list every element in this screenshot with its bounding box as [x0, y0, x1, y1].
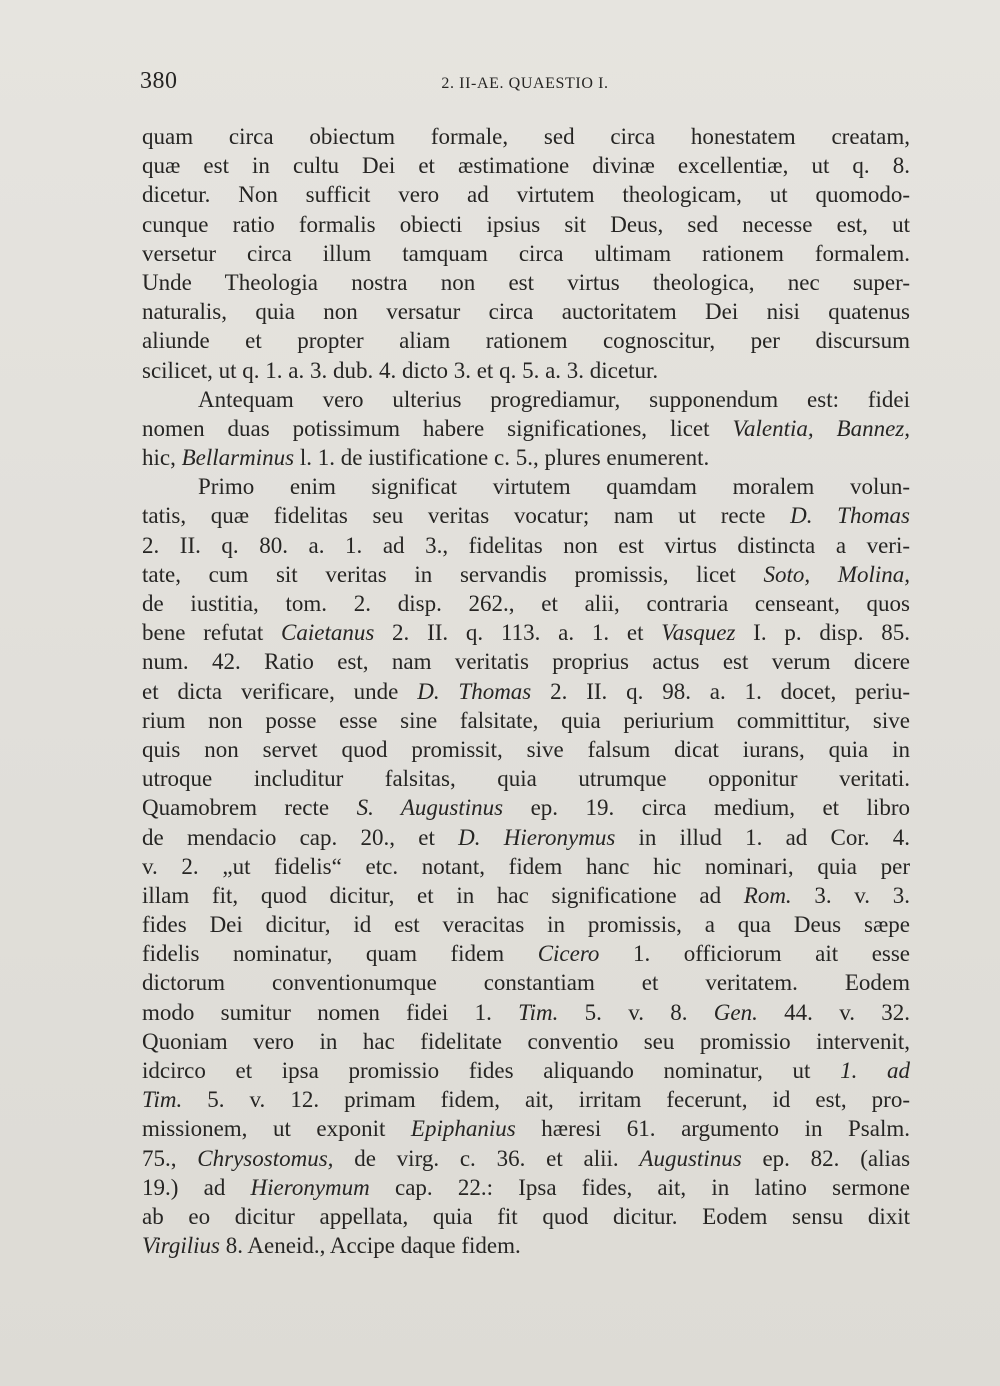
- text-line: Primo enim significat virtutem quamdam moralem volun-: [198, 474, 910, 500]
- text-line: Antequam vero ulterius progrediamur, supponendum est: fidei: [198, 386, 910, 412]
- text-line: v. 2. „ut fidelis“ etc. notant, fidem hanc hic nominari, quia per: [142, 853, 910, 879]
- text-line: Unde Theologia nostra non est virtus theologica, nec super-: [142, 269, 910, 295]
- text-line: cunque ratio formalis obiecti ipsius sit Deus, sed necesse est, ut: [142, 211, 910, 237]
- text-line: Quoniam vero in hac fidelitate conventio seu promissio intervenit,: [142, 1028, 910, 1054]
- text-line: dictorum conventionumque constantiam et veritatem. Eodem: [142, 970, 910, 996]
- page-number: 380: [140, 68, 178, 94]
- text-line: versetur circa illum tamquam circa ultimam rationem formalem.: [142, 240, 910, 266]
- text-line: modo sumitur nomen fidei 1. Tim. 5. v. 8. Gen. 44. v. 32.: [142, 999, 910, 1025]
- text-line: tate, cum sit veritas in servandis promissis, licet Soto, Molina,: [142, 561, 910, 587]
- text-line: aliunde et propter aliam rationem cognoscitur, per discursum: [142, 328, 910, 354]
- text-line: idcirco et ipsa promissio fides aliquando nominatur, ut 1. ad: [142, 1058, 910, 1083]
- text-line: bene refutat Caietanus 2. II. q. 113. a. 1. et Vasquez I. p. disp. 85.: [142, 620, 910, 646]
- text-line: quam circa obiectum formale, sed circa honestatem creatam,: [142, 124, 910, 149]
- text-line: de iustitia, tom. 2. disp. 262., et alii, contraria censeant, quos: [142, 591, 910, 616]
- text-line: de mendacio cap. 20., et D. Hieronymus in illud 1. ad Cor. 4.: [142, 824, 910, 850]
- text-line: quæ est in cultu Dei et æstimatione divinæ excellentiæ, ut q. 8.: [142, 153, 910, 179]
- text-line: 19.) ad Hieronymum cap. 22.: Ipsa fides, ait, in latino sermone: [142, 1174, 910, 1200]
- text-line: 2. II. q. 80. a. 1. ad 3., fidelitas non est virtus distincta a veri-: [142, 532, 910, 558]
- text-line: tatis, quæ fidelitas seu veritas vocatur; nam ut recte D. Thomas: [142, 503, 910, 529]
- text-line: num. 42. Ratio est, nam veritatis proprius actus est verum dicere: [142, 649, 910, 675]
- text-line: nomen duas potissimum habere significationes, licet Valentia, Bannez,: [142, 415, 910, 441]
- text-line: fides Dei dicitur, id est veracitas in promissis, a qua Deus sæpe: [142, 912, 910, 938]
- text-line: quis non servet quod promissit, sive falsum dicat iurans, quia in: [142, 736, 910, 762]
- text-line: hic, Bellarminus l. 1. de iustificatione c. 5., plures enumerent.: [142, 445, 710, 471]
- running-head: 2. II-AE. QUAESTIO I.: [441, 75, 609, 92]
- page-header: [140, 68, 910, 100]
- body-text: [142, 122, 910, 1260]
- text-line: rium non posse esse sine falsitate, quia periurium committitur, sive: [142, 707, 910, 733]
- text-line: Virgilius 8. Aeneid., Accipe daque fidem.: [142, 1233, 521, 1259]
- text-line: naturalis, quia non versatur circa auctoritatem Dei nisi quatenus: [142, 299, 910, 325]
- text-line: illam fit, quod dicitur, et in hac significatione ad Rom. 3. v. 3.: [142, 882, 910, 908]
- text-line: scilicet, ut q. 1. a. 3. dub. 4. dicto 3. et q. 5. a. 3. dicetur.: [142, 357, 659, 383]
- text-line: ab eo dicitur appellata, quia fit quod dicitur. Eodem sensu dixit: [142, 1203, 910, 1229]
- text-line: Tim. 5. v. 12. primam fidem, ait, irritam fecerunt, id est, pro-: [142, 1087, 910, 1113]
- text-line: missionem, ut exponit Epiphanius hæresi 61. argumento in Psalm.: [142, 1116, 910, 1142]
- text-line: fidelis nominatur, quam fidem Cicero 1. officiorum ait esse: [142, 941, 910, 967]
- text-line: dicetur. Non sufficit vero ad virtutem theologicam, ut quomodo-: [142, 182, 910, 208]
- text-line: et dicta verificare, unde D. Thomas 2. II. q. 98. a. 1. docet, periu-: [142, 678, 910, 704]
- text-line: 75., Chrysostomus, de virg. c. 36. et alii. Augustinus ep. 82. (alias: [142, 1145, 910, 1171]
- text-line: utroque includitur falsitas, quia utrumque opponitur veritati.: [142, 766, 910, 792]
- text-line: Quamobrem recte S. Augustinus ep. 19. circa medium, et libro: [142, 795, 910, 821]
